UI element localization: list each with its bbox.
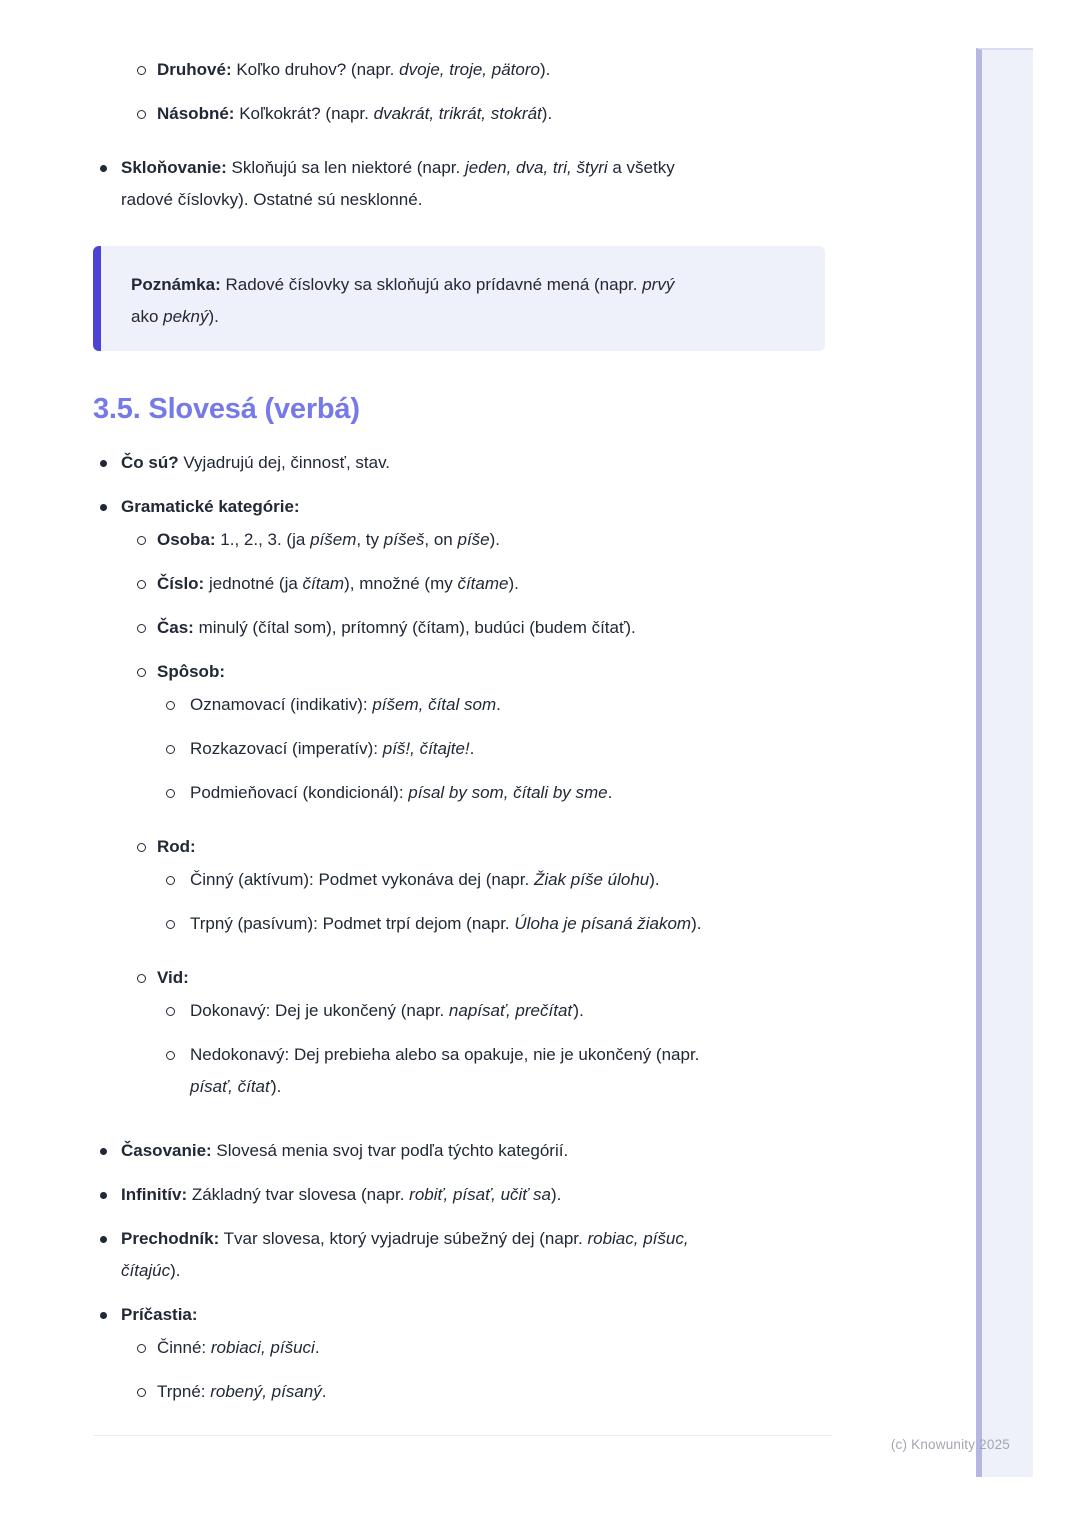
list-item-text — [190, 870, 660, 889]
section-heading: 3.5. Slovesá (verbá) — [93, 393, 360, 425]
text-run: Nedokonavý: Dej prebieha alebo sa opakuje, nie je ukončený (napr. — [190, 1045, 700, 1064]
text-run: dvakrát, trikrát, stokrát — [373, 104, 542, 123]
list-item-text — [121, 158, 675, 209]
nested-list — [157, 995, 832, 1113]
list-item — [121, 524, 832, 556]
text-run: . — [321, 1382, 327, 1401]
list-item — [93, 447, 832, 479]
text-run: píšem — [310, 530, 357, 549]
bullet-circle-icon — [137, 1344, 146, 1353]
list-item-text — [157, 837, 196, 856]
text-run: . — [607, 783, 613, 802]
list-block — [93, 152, 832, 216]
text-run: . — [469, 739, 475, 758]
list-item-text — [157, 574, 519, 593]
list-item — [121, 656, 832, 819]
text-run: pekný — [163, 307, 209, 326]
list-item-text — [190, 739, 474, 758]
text-run: Činné: — [157, 1338, 211, 1357]
footer-divider — [93, 1435, 832, 1436]
list-item — [93, 1223, 832, 1287]
text-run: Oznamovací (indikativ): — [190, 695, 373, 714]
text-run: čítam — [302, 574, 345, 593]
list-item — [157, 777, 832, 809]
text-run: ). — [489, 530, 501, 549]
text-run: ), množné (my — [344, 574, 458, 593]
text-run: píšeš — [383, 530, 425, 549]
text-run: Rod: — [157, 837, 196, 856]
bullet-circle-icon — [137, 624, 146, 633]
document-content — [93, 54, 832, 1436]
text-run: Žiak píše úlohu — [533, 870, 650, 889]
list-item-text — [190, 695, 501, 714]
text-run: , on — [424, 530, 458, 549]
text-run: píš!, čítajte! — [382, 739, 470, 758]
list-item-text — [157, 968, 189, 987]
text-run: a všetky — [607, 158, 675, 177]
text-run: Prechodník: — [121, 1229, 220, 1248]
list-block — [93, 54, 832, 130]
bullet-circle-icon — [166, 789, 175, 798]
text-run: Infinitív: — [121, 1185, 188, 1204]
list-item-text — [121, 453, 390, 472]
text-run: napísať, prečítať — [448, 1001, 574, 1020]
nested-list — [121, 1332, 832, 1418]
list-item — [121, 1376, 832, 1408]
list-item-text — [121, 1185, 561, 1204]
text-run: ). — [649, 870, 660, 889]
text-run: robený, písaný — [210, 1382, 322, 1401]
text-run: píše — [457, 530, 490, 549]
text-run: Násobné: — [157, 104, 235, 123]
list-item — [157, 733, 832, 765]
text-run: 1., 2., 3. (ja — [215, 530, 311, 549]
list-item — [157, 908, 832, 940]
list-item — [157, 864, 832, 896]
text-run: Číslo: — [157, 574, 205, 593]
text-run: Príčastia: — [121, 1305, 198, 1324]
list-item — [121, 98, 832, 130]
list-item — [157, 689, 832, 721]
list-item — [121, 962, 832, 1113]
text-run: Trpný (pasívum): Podmet trpí dejom (napr. — [190, 914, 515, 933]
text-run: robiaci, píšuci — [210, 1338, 315, 1357]
text-run: písať, čítať — [190, 1077, 272, 1096]
bullet-disc-icon — [100, 1236, 107, 1243]
text-run: Druhové: — [157, 60, 232, 79]
bullet-disc-icon — [100, 504, 107, 511]
text-run: ). — [541, 104, 553, 123]
nested-list — [121, 524, 832, 1123]
nested-list — [157, 864, 832, 950]
text-run: ). — [551, 1185, 562, 1204]
text-run: jednotné (ja — [204, 574, 303, 593]
bullet-circle-icon — [137, 110, 146, 119]
text-run: ). — [271, 1077, 282, 1096]
text-run: Vid: — [157, 968, 189, 987]
list-item-text — [121, 1141, 568, 1160]
note-text — [131, 269, 795, 333]
text-run: robiac, píšuc, — [587, 1229, 689, 1248]
text-run: Osoba: — [157, 530, 216, 549]
text-run: ako — [131, 307, 164, 326]
list-item-text — [121, 1229, 689, 1280]
text-run: Koľkokrát? (napr. — [234, 104, 374, 123]
text-run: Rozkazovací (imperatív): — [190, 739, 383, 758]
nested-list — [157, 689, 832, 819]
text-run: radové číslovky). Ostatné sú nesklonné. — [121, 190, 423, 209]
bullet-disc-icon — [100, 460, 107, 467]
text-run: . — [314, 1338, 320, 1357]
list-item-text — [190, 783, 612, 802]
bullet-circle-icon — [137, 668, 146, 677]
text-run: ). — [691, 914, 702, 933]
text-run: Čo sú? — [121, 453, 179, 472]
list-item — [121, 568, 832, 600]
text-run: čítame — [457, 574, 509, 593]
text-run: píšem, čítal som — [372, 695, 497, 714]
text-run: Úloha je písaná žiakom — [514, 914, 692, 933]
bullet-disc-icon — [100, 1192, 107, 1199]
list-item — [121, 831, 832, 950]
bullet-circle-icon — [166, 1007, 175, 1016]
bullet-circle-icon — [137, 66, 146, 75]
list-item-text — [157, 104, 552, 123]
list-item-text — [157, 530, 500, 549]
text-run: Tvar slovesa, ktorý vyjadruje súbežný dej (napr. — [219, 1229, 588, 1248]
list-item — [121, 1332, 832, 1364]
bullet-circle-icon — [137, 1388, 146, 1397]
list-item-text — [157, 60, 550, 79]
bullet-circle-icon — [166, 876, 175, 885]
copyright-text: (c) Knowunity 2025 — [890, 1437, 1010, 1452]
text-run: jeden, dva, tri, štyri — [464, 158, 608, 177]
text-run: ). — [573, 1001, 584, 1020]
text-run: Skloňovanie: — [121, 158, 227, 177]
list-item-text — [121, 1305, 198, 1324]
list-item — [93, 491, 832, 1123]
text-run: čítajúc — [121, 1261, 171, 1280]
list-item — [93, 1135, 832, 1167]
list-item — [157, 995, 832, 1027]
text-run: ). — [170, 1261, 181, 1280]
text-run: minulý (čítal som), prítomný (čítam), budúci (budem čítať). — [193, 618, 636, 637]
list-item — [93, 1299, 832, 1418]
text-run: robiť, písať, učiť sa — [409, 1185, 551, 1204]
bullet-circle-icon — [137, 580, 146, 589]
list-item-text — [157, 662, 225, 681]
list-item-text — [157, 1338, 320, 1357]
text-run: Základný tvar slovesa (napr. — [187, 1185, 410, 1204]
text-run: Poznámka: — [131, 275, 221, 294]
list-item-text — [190, 1001, 584, 1020]
text-run: ). — [508, 574, 519, 593]
bullet-disc-icon — [100, 1312, 107, 1319]
list-item-text — [190, 1045, 699, 1096]
list-item — [157, 1039, 832, 1103]
list-block — [93, 447, 832, 1418]
text-run: Trpné: — [157, 1382, 211, 1401]
list-item — [93, 152, 832, 216]
bullet-disc-icon — [100, 1148, 107, 1155]
bullet-circle-icon — [137, 843, 146, 852]
text-run: dvoje, troje, pätoro — [399, 60, 540, 79]
bullet-circle-icon — [166, 745, 175, 754]
text-run: Spôsob: — [157, 662, 225, 681]
list-item — [121, 612, 832, 644]
list-item-text — [121, 497, 300, 516]
right-page-strip — [976, 48, 1033, 1477]
text-run: Vyjadrujú dej, činnosť, stav. — [178, 453, 391, 472]
note-callout — [93, 246, 825, 351]
text-run: Činný (aktívum): Podmet vykonáva dej (napr. — [190, 870, 534, 889]
list-item — [93, 1179, 832, 1211]
text-run: . — [496, 695, 501, 714]
text-run: Gramatické kategórie: — [121, 497, 300, 516]
list-item — [121, 54, 832, 86]
list-item-text — [157, 618, 636, 637]
text-run: ). — [539, 60, 551, 79]
bullet-circle-icon — [166, 1051, 175, 1060]
text-run: Skloňujú sa len niektoré (napr. — [226, 158, 465, 177]
text-run: Časovanie: — [121, 1141, 212, 1160]
text-run: , ty — [356, 530, 384, 549]
list-item-text — [190, 914, 702, 933]
text-run: Podmieňovací (kondicionál): — [190, 783, 409, 802]
text-run: Dokonavý: Dej je ukončený (napr. — [190, 1001, 449, 1020]
text-run: písal by som, čítali by sme — [408, 783, 608, 802]
text-run: Radové číslovky sa skloňujú ako prídavné mená (napr. — [220, 275, 643, 294]
bullet-circle-icon — [137, 536, 146, 545]
text-run: Slovesá menia svoj tvar podľa týchto kategórií. — [211, 1141, 569, 1160]
text-run: ). — [208, 307, 219, 326]
text-run: prvý — [642, 275, 675, 294]
text-run: Koľko druhov? (napr. — [231, 60, 400, 79]
bullet-circle-icon — [166, 920, 175, 929]
bullet-circle-icon — [166, 701, 175, 710]
bullet-circle-icon — [137, 974, 146, 983]
list-item-text — [157, 1382, 326, 1401]
text-run: Čas: — [157, 618, 194, 637]
bullet-disc-icon — [100, 165, 107, 172]
